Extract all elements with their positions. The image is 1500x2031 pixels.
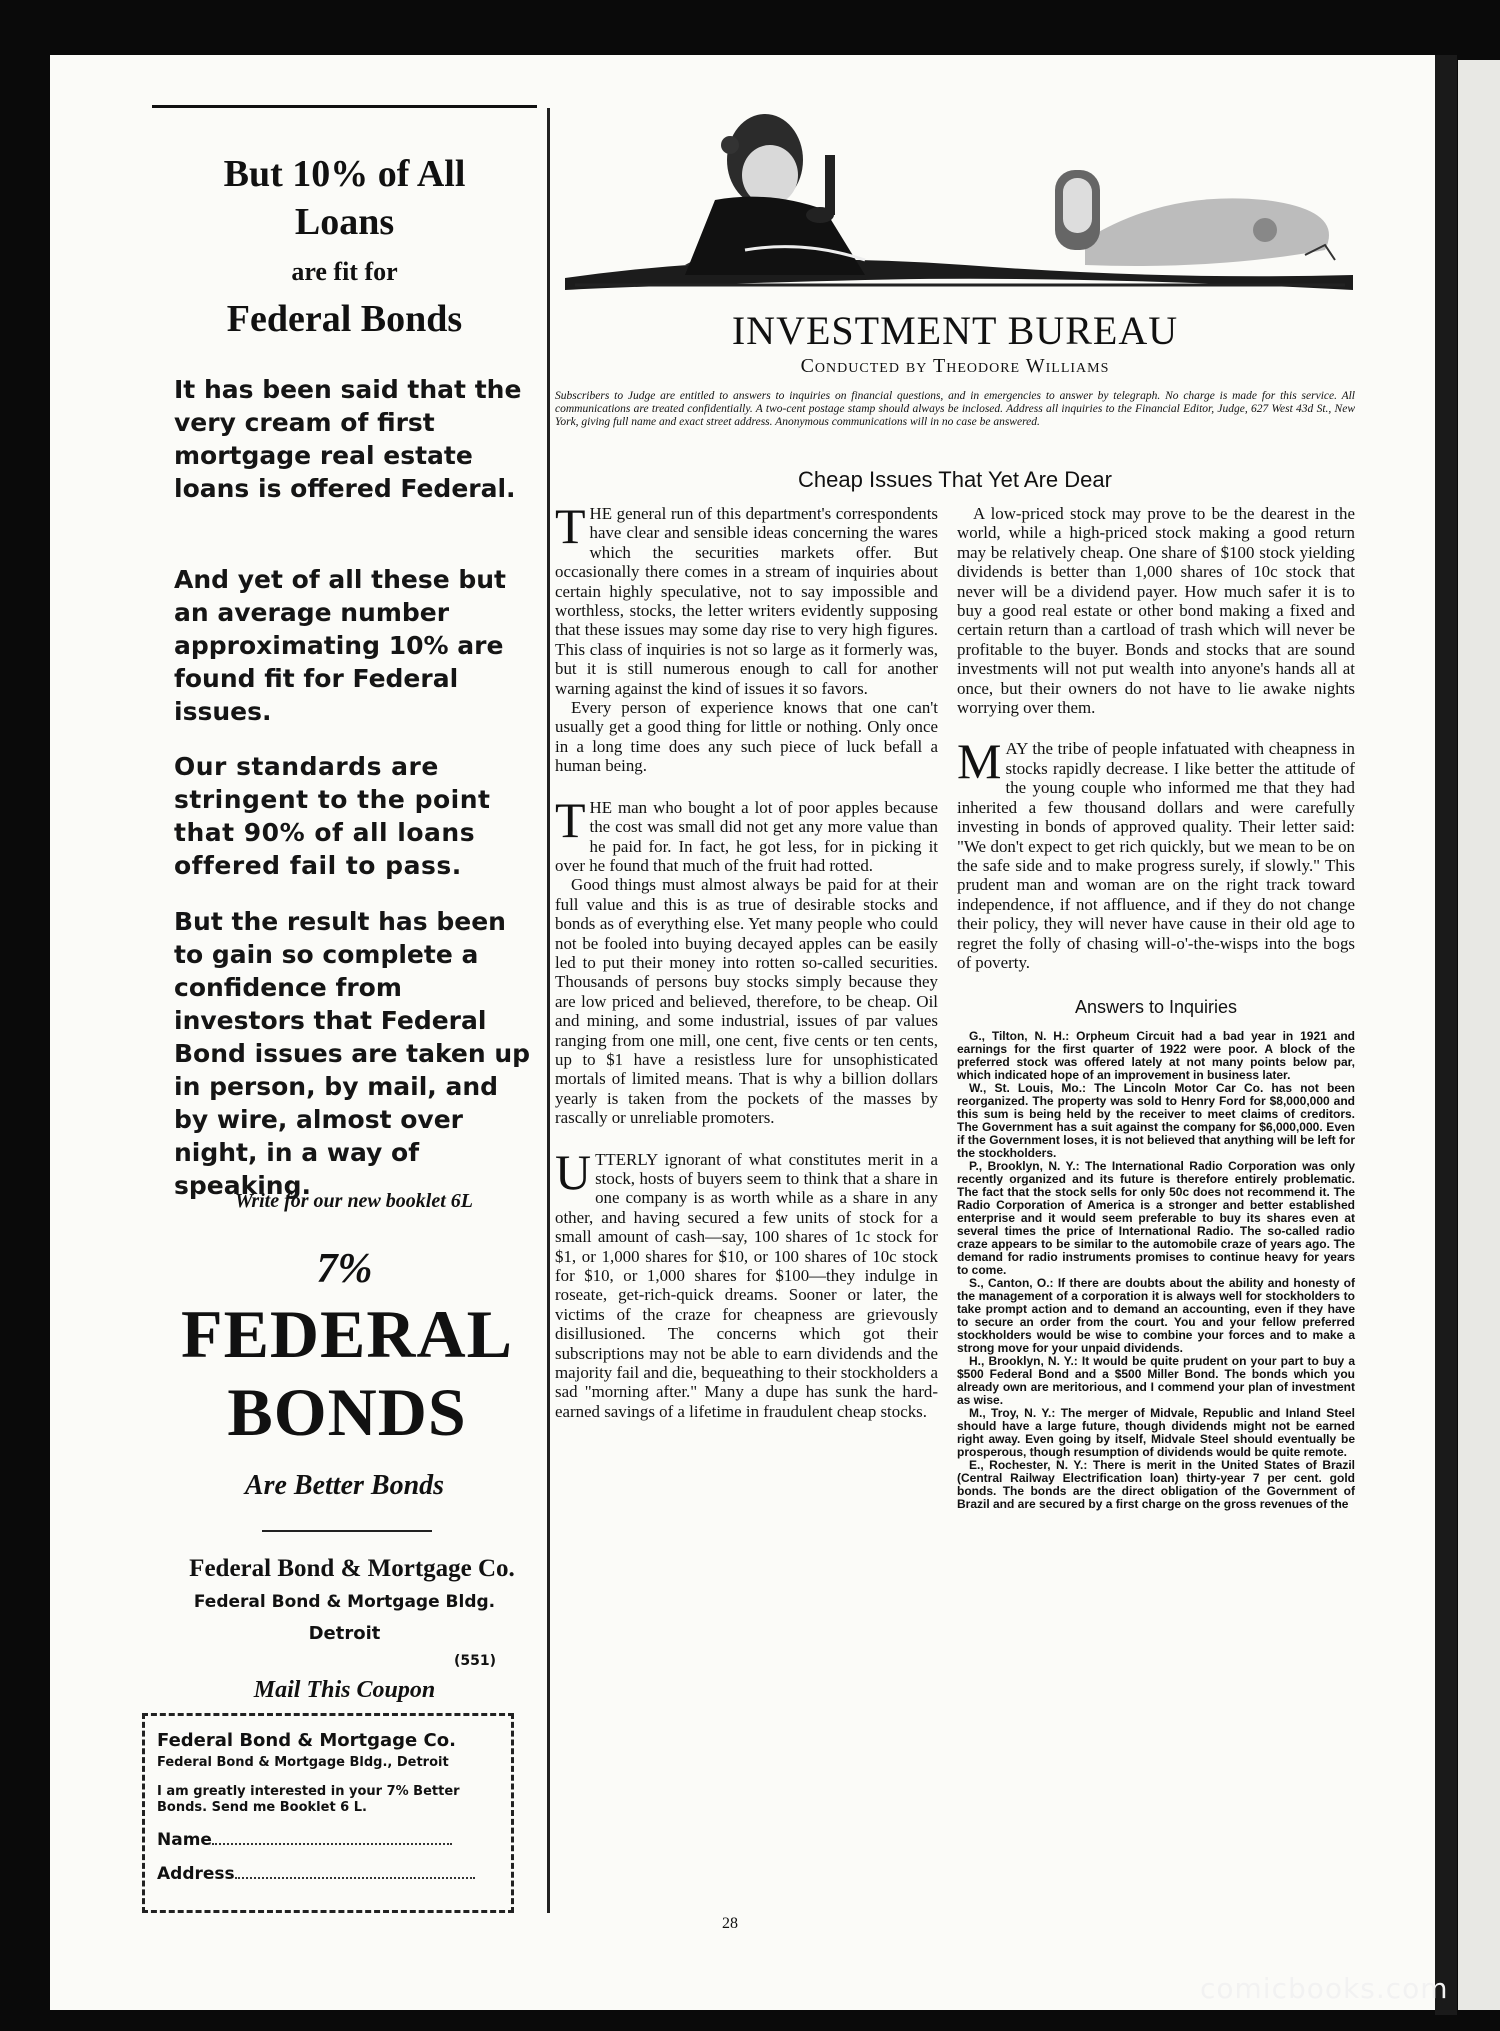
ad-headline-line2: Loans [294, 201, 395, 243]
paragraph-text: HE man who bought a lot of poor apples because the cost was small did not get any more value than he paid for. In fact, he got less, for in picking it over he found that much of the fruit had rotted. [555, 797, 938, 875]
column-separator [547, 108, 550, 1913]
answer-item: G., Tilton, N. H.: Orpheum Circuit had a bad year in 1921 and earnings for the first quarter of 1922 were poor. A block of the preferred stock was offered lately at not many points below par, which indicated hope of an improvement in business later. [957, 1028, 1355, 1082]
drop-cap: T [555, 498, 586, 554]
ad-divider [262, 1530, 432, 1532]
answers-list [957, 1030, 1355, 1511]
ad-code: (551) [454, 1653, 497, 1669]
subscriber-notice: Subscribers to Judge are entitled to answers to inquiries on financial questions, and in emergencies to answer by telegraph. No charge is made for this service. All communications are treated confidentially. A two-cent postage stamp should always be inclosed. Address all inquiries to the Financial Editor, Judge, 627 West 43d St., New York, giving full name and exact street address. Anonymous communications will in no case be answered. [555, 390, 1355, 428]
ad-headline-line4: Federal Bonds [226, 298, 463, 340]
company-building: Federal Bond & Mortgage Bldg. [193, 1592, 496, 1612]
paragraph-text: TTERLY ignorant of what constitutes merit in a stock, hosts of buyers seem to think that a share in one company is as worth while as a share in any other, and having secured a few units of stock for a small amount of cash—say, 100 shares of 1c stock for $1, or 1,000 shares for $10, or 100 shares of 10c stock for $10, or 1,000 shares for $100—they indulge in roseate, get-rich-quick dreams. Sooner or later, the victims of the craze for cheapness are grievously disillusioned. The concerns which got their subscriptions may not be able to earn dividends and the majority fail and die, bequeathing to their stockholders a sad "morning after." Many a dupe has sunk the hard-earned savings of a lifetime in fraudulent cheap stocks. [555, 1149, 938, 1421]
ad-paragraph-2: And yet of all these but an average number approximating 10% are found fit for Federal issues. [174, 565, 507, 726]
answer-item: S., Canton, O.: If there are doubts about the ability and honesty of the management of a corporation it is always well for stockholders to take prompt action and to demand an accounting, even if they have to secure an order from the court. You and your fellow preferred stockholders would be wise to combine your forces and to make a strong move for your unpaid dividends. [957, 1275, 1355, 1355]
answer-item: H., Brooklyn, N. Y.: It would be quite prudent on your part to buy a $500 Federal Bond and a $500 Miller Bond. The bonds which you already own are meritorious, and I commend your plan of investment as wise. [957, 1353, 1355, 1407]
facing-page-edge [1458, 60, 1500, 2010]
paragraph [555, 498, 938, 698]
answer-item: P., Brooklyn, N. Y.: The International Radio Corporation was only recently organized and its future is therefore entirely problematic. The fact that the stock sells for only 50c does not recommend it. The Radio Corporation of America is a stronger and better established enterprise and it would seem preferable to buy its shares even at several times the price of International Radio. The so-called radio craze appears to be similar to the automobile craze of years ago. The demand for radio instruments promises to continue heavy for years to come. [957, 1158, 1355, 1277]
article-subhead: Cheap Issues That Yet Are Dear [798, 467, 1112, 492]
company-name: Federal Bond & Mortgage Co. [189, 1555, 515, 1582]
coupon-address-field[interactable] [157, 1864, 499, 1884]
coupon-name-line[interactable] [212, 1843, 452, 1845]
booklet-offer: Write for our new booklet 6L [235, 1190, 473, 1212]
coupon-address: Federal Bond & Mortgage Bldg., Detroit [157, 1755, 449, 1770]
ad-headline-line3: are fit for [291, 257, 398, 286]
drop-cap: M [957, 733, 1002, 790]
ad-paragraph-3: Our standards are stringent to the point that 90% of all loans offered fail to pass. [174, 752, 491, 880]
ad-paragraph-1: It has been said that the very cream of first mortgage real estate loans is offered Federal. [174, 375, 522, 503]
paragraph: Good things must almost always be paid for at their full value and this is as true of desirable stocks and bonds as of everything else. Yet many people who could not be fooled into buying decayed apples can be easily led to put their money into rotten so-called securities. Thousands of persons buy stocks simply because they are low priced and believed, therefore, to be cheap. Oil and mining, and some industrial, issues of par values ranging from one mill, one cent, five cents or ten cents, up to $1 have a resistless lure for unsophisticated mortals of limited means. That is why a billion dollars yearly is taken from the pockets of the masses by rascally or unreliable promoters. [555, 875, 938, 1128]
product-name-line2: BONDS [227, 1374, 467, 1450]
coupon-name-field[interactable] [157, 1830, 499, 1850]
paragraph [555, 791, 938, 876]
header-illustration [565, 100, 1353, 305]
drop-cap: T [555, 791, 586, 848]
answer-item: W., St. Louis, Mo.: The Lincoln Motor Car Co. has not been reorganized. The property was sold to Henry Ford for $8,000,000 and this sum is being held by the receiver to meet claims of creditors. The Government has a suit against the company for $6,000,000. Even if the Government loses, it is not believed that anything will be left for the stockholders. [957, 1080, 1355, 1160]
drop-cap: U [555, 1143, 592, 1200]
answers-heading: Answers to Inquiries [1074, 997, 1238, 1018]
paragraph: A low-priced stock may prove to be the dearest in the world, while a high-priced stock making a good return may be relatively cheap. One share of $100 stock yielding dividends is better than 1,000 shares of 10c stock that never will be a dividend payer. How much safer it is to buy a good real estate or other bond making a fixed and certain return than a cartload of trash which will never be profitable to the buyer. Bonds and stocks that are sound investments will not put wealth into anyone's hands all at once, but their owners do not have to lie awake nights worrying over them. [957, 504, 1355, 718]
coupon-name-label: Name [157, 1830, 212, 1850]
investment-bureau-article [555, 100, 1355, 1930]
company-city: Detroit [308, 1623, 381, 1644]
article-column-left [555, 498, 938, 1421]
page-number: 28 [722, 1915, 738, 1932]
article-column-right [957, 504, 1355, 1511]
bond-rate: 7% [316, 1246, 373, 1292]
answer-item: M., Troy, N. Y.: The merger of Midvale, Republic and Inland Steel should have a large future, though dividends might not be earned right away. Even going by itself, Midvale Steel should eventually be prosperous, though resumption of dividends would be quite remote. [957, 1405, 1355, 1459]
ad-headline-line1: But 10% of All [223, 153, 466, 195]
answer-item: E., Rochester, N. Y.: There is merit in the United States of Brazil (Central Railway Electrification loan) thirty-year 7 per cent. gold bonds. The bonds are the direct obligation of the Government of Brazil and are secured by a first charge on the gross revenues of the [957, 1457, 1355, 1511]
product-name [132, 1295, 562, 1451]
paragraph-text: AY the tribe of people infatuated with cheapness in stocks rapidly decrease. I like better the attitude of the young couple who informed me that they had inherited a few thousand dollars and were carefully investing in bonds of approved quality. Their letter said: "We don't expect to get rich quickly, but we mean to be on the safe side and to make progress surely, if slowly." This prudent man and woman are on the right track toward independence, if not affluence, and if they do not change their policy, they will never have cause in their old age to regret the folly of chasing will-o'-the-wisps into the bogs of poverty. [957, 739, 1355, 972]
paragraph [555, 1143, 938, 1422]
product-name-line1: FEDERAL [181, 1296, 513, 1372]
coupon-address-line[interactable] [235, 1877, 475, 1879]
ad-headline [152, 150, 537, 246]
federal-bonds-advertisement [92, 105, 534, 1925]
article-title: INVESTMENT BUREAU [731, 308, 1179, 353]
paragraph-text: HE general run of this department's correspondents have clear and sensible ideas concerning the wares which the securities markets offer. But occasionally there comes in a stream of inquiries about certain highly speculative, not to say impossible and worthless, stocks, the letter writers evidently supposing that these issues may some day rise to very high figures. This class of inquiries is not so large as it formerly was, but it is still numerous enough to call for another warning against the kind of issues it so favors. [555, 504, 938, 698]
ad-tagline: Are Better Bonds [244, 1470, 445, 1501]
ad-top-rule [152, 105, 537, 108]
coupon-address-label: Address [157, 1864, 235, 1884]
article-byline: Conducted by Theodore Williams [800, 355, 1110, 377]
paragraph [957, 733, 1355, 972]
coupon-request: I am greatly interested in your 7% Better Bonds. Send me Booklet 6 L. [157, 1784, 460, 1815]
watermark: comicbooks.com [1200, 1972, 1449, 2005]
paragraph: Every person of experience knows that one can't usually get a good thing for little or nothing. Only once in a long time does any such piece of luck befall a human being. [555, 698, 938, 776]
page-gutter [1435, 55, 1457, 2015]
ad-paragraph-4: But the result has been to gain so complete a confidence from investors that Federal Bond issues are taken up in person, by mail, and by wire, almost over night, in a way of speaking. [174, 907, 531, 1200]
mail-coupon[interactable] [142, 1713, 514, 1913]
coupon-heading: Mail This Coupon [253, 1677, 436, 1703]
coupon-company: Federal Bond & Mortgage Co. [157, 1730, 456, 1751]
